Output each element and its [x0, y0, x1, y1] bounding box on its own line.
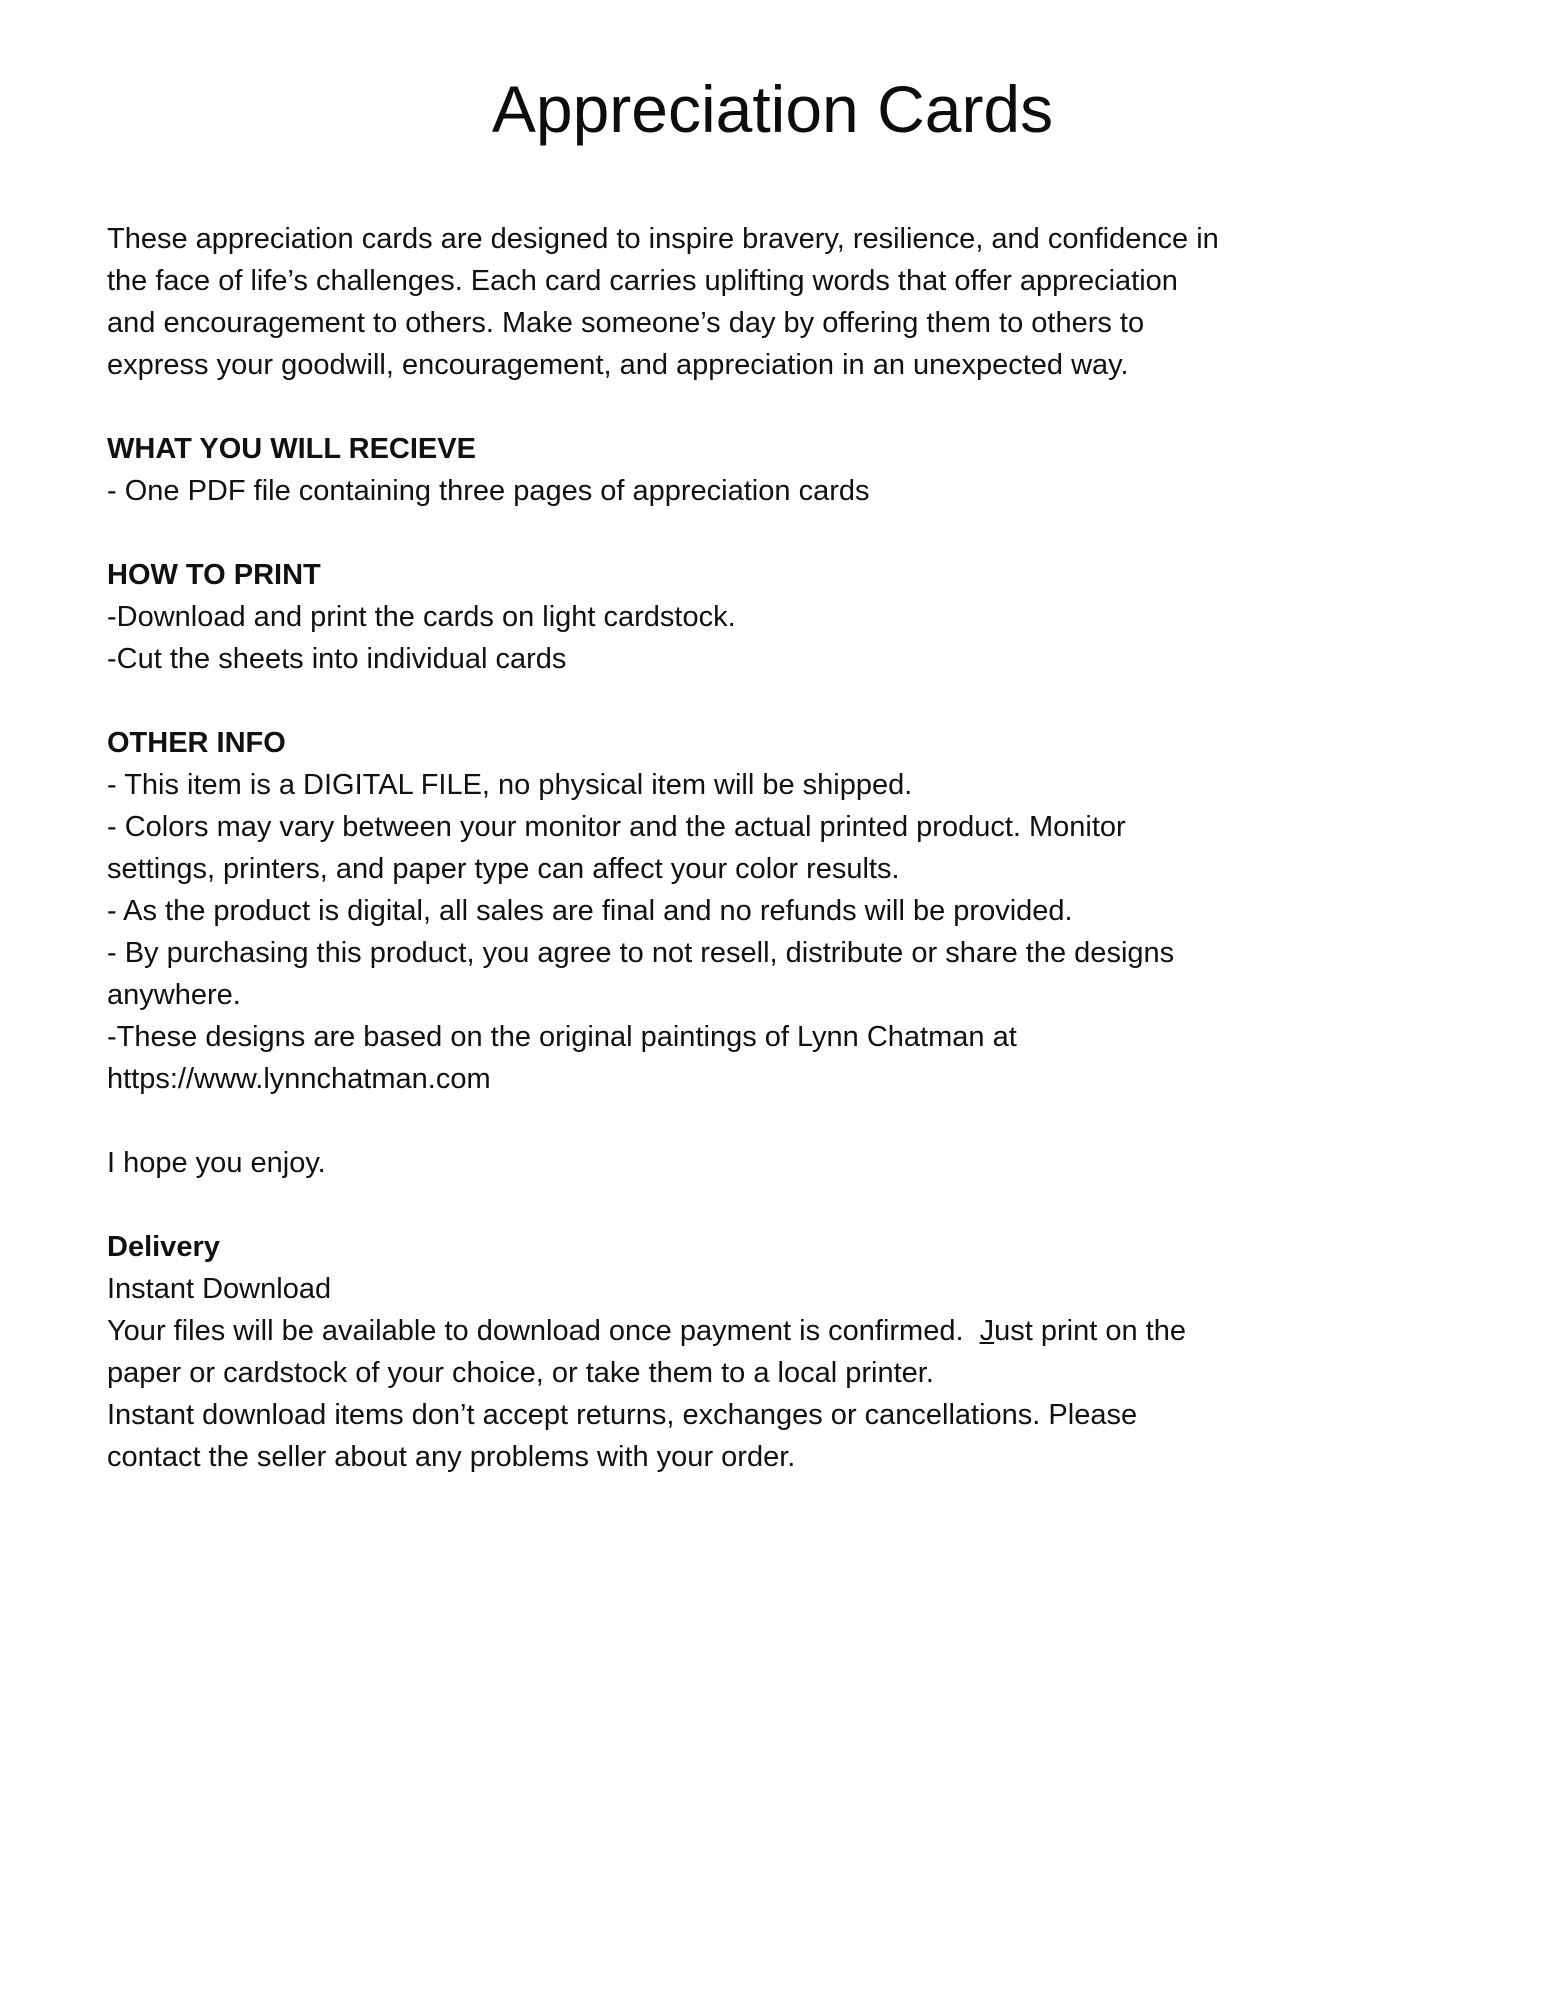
- section-heading: OTHER INFO: [107, 726, 286, 759]
- section-delivery: [107, 1226, 1445, 1478]
- delivery-line: paper or cardstock of your choice, or take them to a local printer.: [107, 1356, 934, 1389]
- section-heading: HOW TO PRINT: [107, 558, 321, 591]
- delivery-line: [107, 1310, 1445, 1352]
- delivery-line: contact the seller about any problems with your order.: [107, 1440, 796, 1473]
- intro-paragraph: [107, 218, 1445, 386]
- section-how-to-print: [107, 554, 1445, 680]
- website-url-text: https://www.lynnchatman.com: [107, 1062, 491, 1095]
- section-what-you-will-receive: [107, 428, 1445, 512]
- delivery-line-part: ust print on the: [994, 1314, 1186, 1347]
- intro-line: express your goodwill, encouragement, and appreciation in an unexpected way.: [107, 348, 1129, 381]
- section-heading: WHAT YOU WILL RECIEVE: [107, 432, 476, 465]
- section-line: - As the product is digital, all sales are final and no refunds will be provided.: [107, 894, 1073, 927]
- section-line: -Cut the sheets into individual cards: [107, 642, 567, 675]
- section-line: - This item is a DIGITAL FILE, no physical item will be shipped.: [107, 768, 913, 801]
- delivery-line-part: Your files will be available to download once payment is confirmed.: [107, 1314, 980, 1347]
- section-line: - One PDF file containing three pages of appreciation cards: [107, 474, 870, 507]
- delivery-line: Instant Download: [107, 1272, 332, 1305]
- document-content: [0, 148, 1545, 1478]
- section-other-info: [107, 722, 1445, 1100]
- section-heading: Delivery: [107, 1230, 220, 1263]
- closing-line: I hope you enjoy.: [107, 1146, 326, 1179]
- section-line: - By purchasing this product, you agree to not resell, distribute or share the designs: [107, 936, 1175, 969]
- delivery-line-underlined-part: J: [979, 1314, 995, 1347]
- intro-line: the face of life’s challenges. Each card carries uplifting words that offer appreciation: [107, 264, 1178, 297]
- section-line: - Colors may vary between your monitor and the actual printed product. Monitor: [107, 810, 1126, 843]
- intro-line: and encouragement to others. Make someone’s day by offering them to others to: [107, 306, 1145, 339]
- closing-note: [107, 1142, 1445, 1184]
- section-line: -These designs are based on the original paintings of Lynn Chatman at: [107, 1020, 1017, 1053]
- section-line: -Download and print the cards on light cardstock.: [107, 600, 736, 633]
- intro-line: These appreciation cards are designed to inspire bravery, resilience, and confidence in: [107, 222, 1219, 255]
- section-line: anywhere.: [107, 978, 241, 1011]
- section-line: settings, printers, and paper type can affect your color results.: [107, 852, 900, 885]
- page-title: Appreciation Cards: [491, 72, 1054, 146]
- delivery-line: Instant download items don’t accept returns, exchanges or cancellations. Please: [107, 1398, 1138, 1431]
